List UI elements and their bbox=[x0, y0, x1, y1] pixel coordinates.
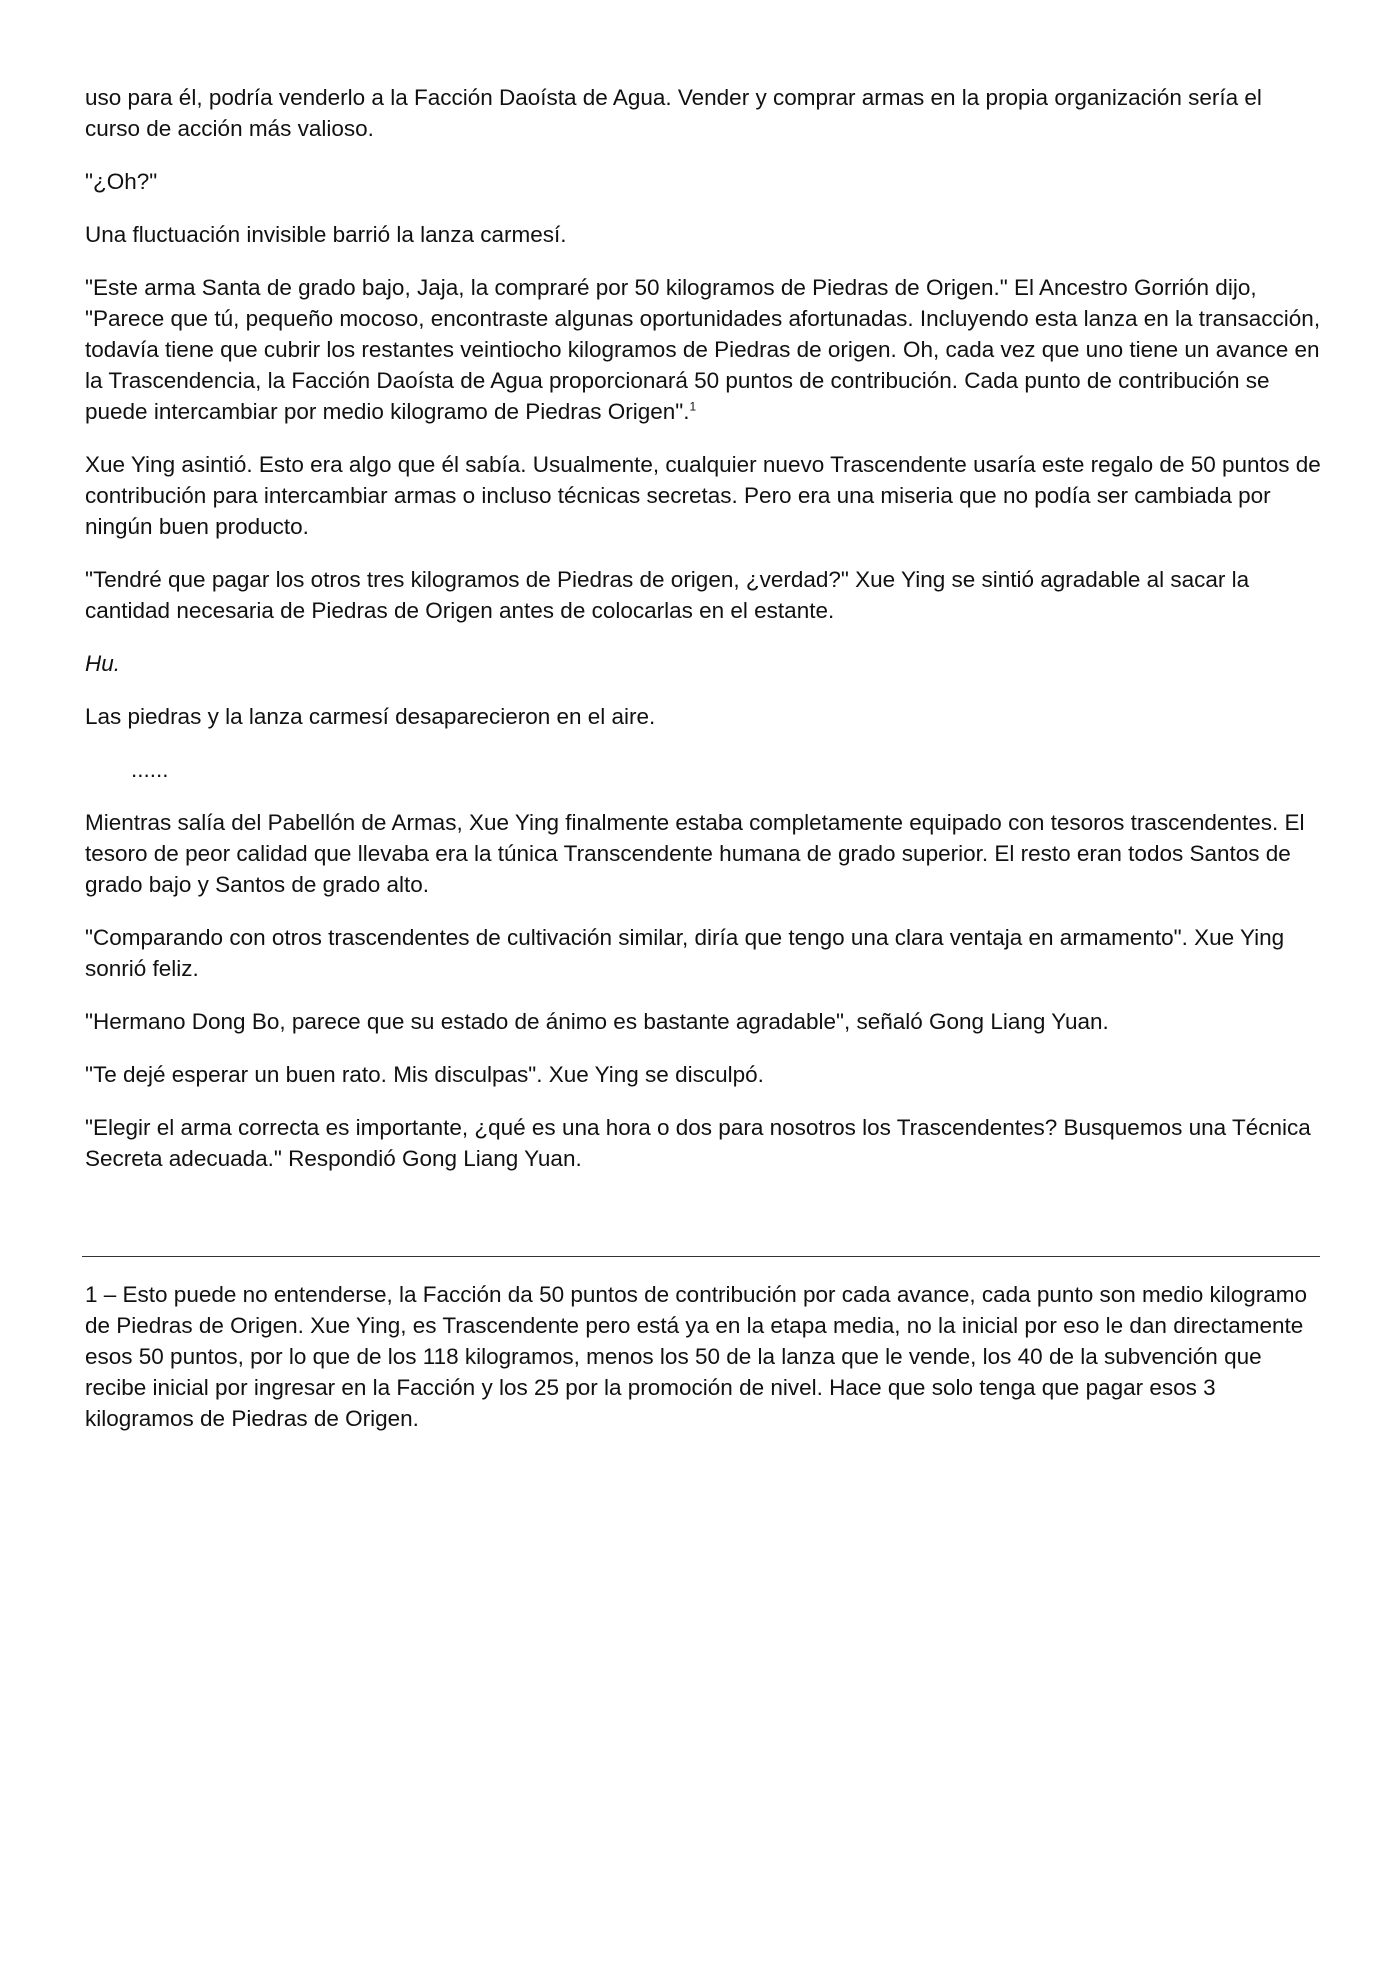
document-body bbox=[85, 82, 1321, 1196]
paragraph: "Elegir el arma correcta es importante, ¿qué es una hora o dos para nosotros los Trascendentes? Busquemos una Técnica Secreta adecuada." Respondió Gong Liang Yuan. bbox=[85, 1115, 1311, 1171]
footnote-divider bbox=[82, 1256, 1320, 1257]
paragraph: Una fluctuación invisible barrió la lanza carmesí. bbox=[85, 222, 567, 247]
paragraph: uso para él, podría venderlo a la Facción Daoísta de Agua. Vender y comprar armas en la propia organización sería el curso de acción más valioso. bbox=[85, 85, 1262, 141]
footnote-reference[interactable]: 1 bbox=[689, 399, 697, 414]
paragraph: "¿Oh?" bbox=[85, 169, 158, 194]
paragraph: Xue Ying asintió. Esto era algo que él sabía. Usualmente, cualquier nuevo Trascendente usaría este regalo de 50 puntos de contribución para intercambiar armas o incluso técnicas secretas. Pero era una miseria que no podía ser cambiada por ningún buen producto. bbox=[85, 452, 1321, 539]
paragraph: "Te dejé esperar un buen rato. Mis disculpas". Xue Ying se disculpó. bbox=[85, 1062, 764, 1087]
paragraph: "Hermano Dong Bo, parece que su estado de ánimo es bastante agradable", señaló Gong Liang Yuan. bbox=[85, 1009, 1109, 1034]
paragraph: "Tendré que pagar los otros tres kilogramos de Piedras de origen, ¿verdad?" Xue Ying se sintió agradable al sacar la cantidad necesaria de Piedras de Origen antes de colocarlas en el estante. bbox=[85, 567, 1250, 623]
scene-separator: ...... bbox=[131, 757, 169, 782]
paragraph: "Este arma Santa de grado bajo, Jaja, la compraré por 50 kilogramos de Piedras de Origen." El Ancestro Gorrión dijo, "Parece que tú, pequeño mocoso, encontraste algunas oportunidades afortunadas. Incluyendo esta lanza en la transacción, todavía tiene que cubrir los restantes veintiocho kilogramos de Piedras de origen. Oh, cada vez que uno tiene un avance en la Trascendencia, la Facción Daoísta de Agua proporcionará 50 puntos de contribución. Cada punto de contribución se puede intercambiar por medio kilogramo de Piedras Origen".$^1$ bbox=[85, 275, 1321, 424]
paragraph: Mientras salía del Pabellón de Armas, Xue Ying finalmente estaba completamente equipado con tesoros trascendentes. El tesoro de peor calidad que llevaba era la túnica Transcendente humana de grado superior. El resto eran todos Santos de grado bajo y Santos de grado alto. bbox=[85, 810, 1305, 897]
paragraph: "Comparando con otros trascendentes de cultivación similar, diría que tengo una clara ventaja en armamento". Xue Ying sonrió feliz. bbox=[85, 925, 1285, 981]
footnote: 1 – Esto puede no entenderse, la Facción da 50 puntos de contribución por cada avance, cada punto son medio kilogramo de Piedras de Origen. Xue Ying, es Trascendente pero está ya en la etapa media, no la inicial por eso le dan directamente esos 50 puntos, por lo que de los 118 kilogramos, menos los 50 de la lanza que le vende, los 40 de la subvención que recibe inicial por ingresar en la Facción y los 25 por la promoción de nivel. Hace que solo tenga que pagar esos 3 kilogramos de Piedras de Origen. bbox=[85, 1282, 1308, 1431]
paragraph-sound-effect: Hu. bbox=[85, 651, 121, 676]
paragraph: Las piedras y la lanza carmesí desaparecieron en el aire. bbox=[85, 704, 656, 729]
